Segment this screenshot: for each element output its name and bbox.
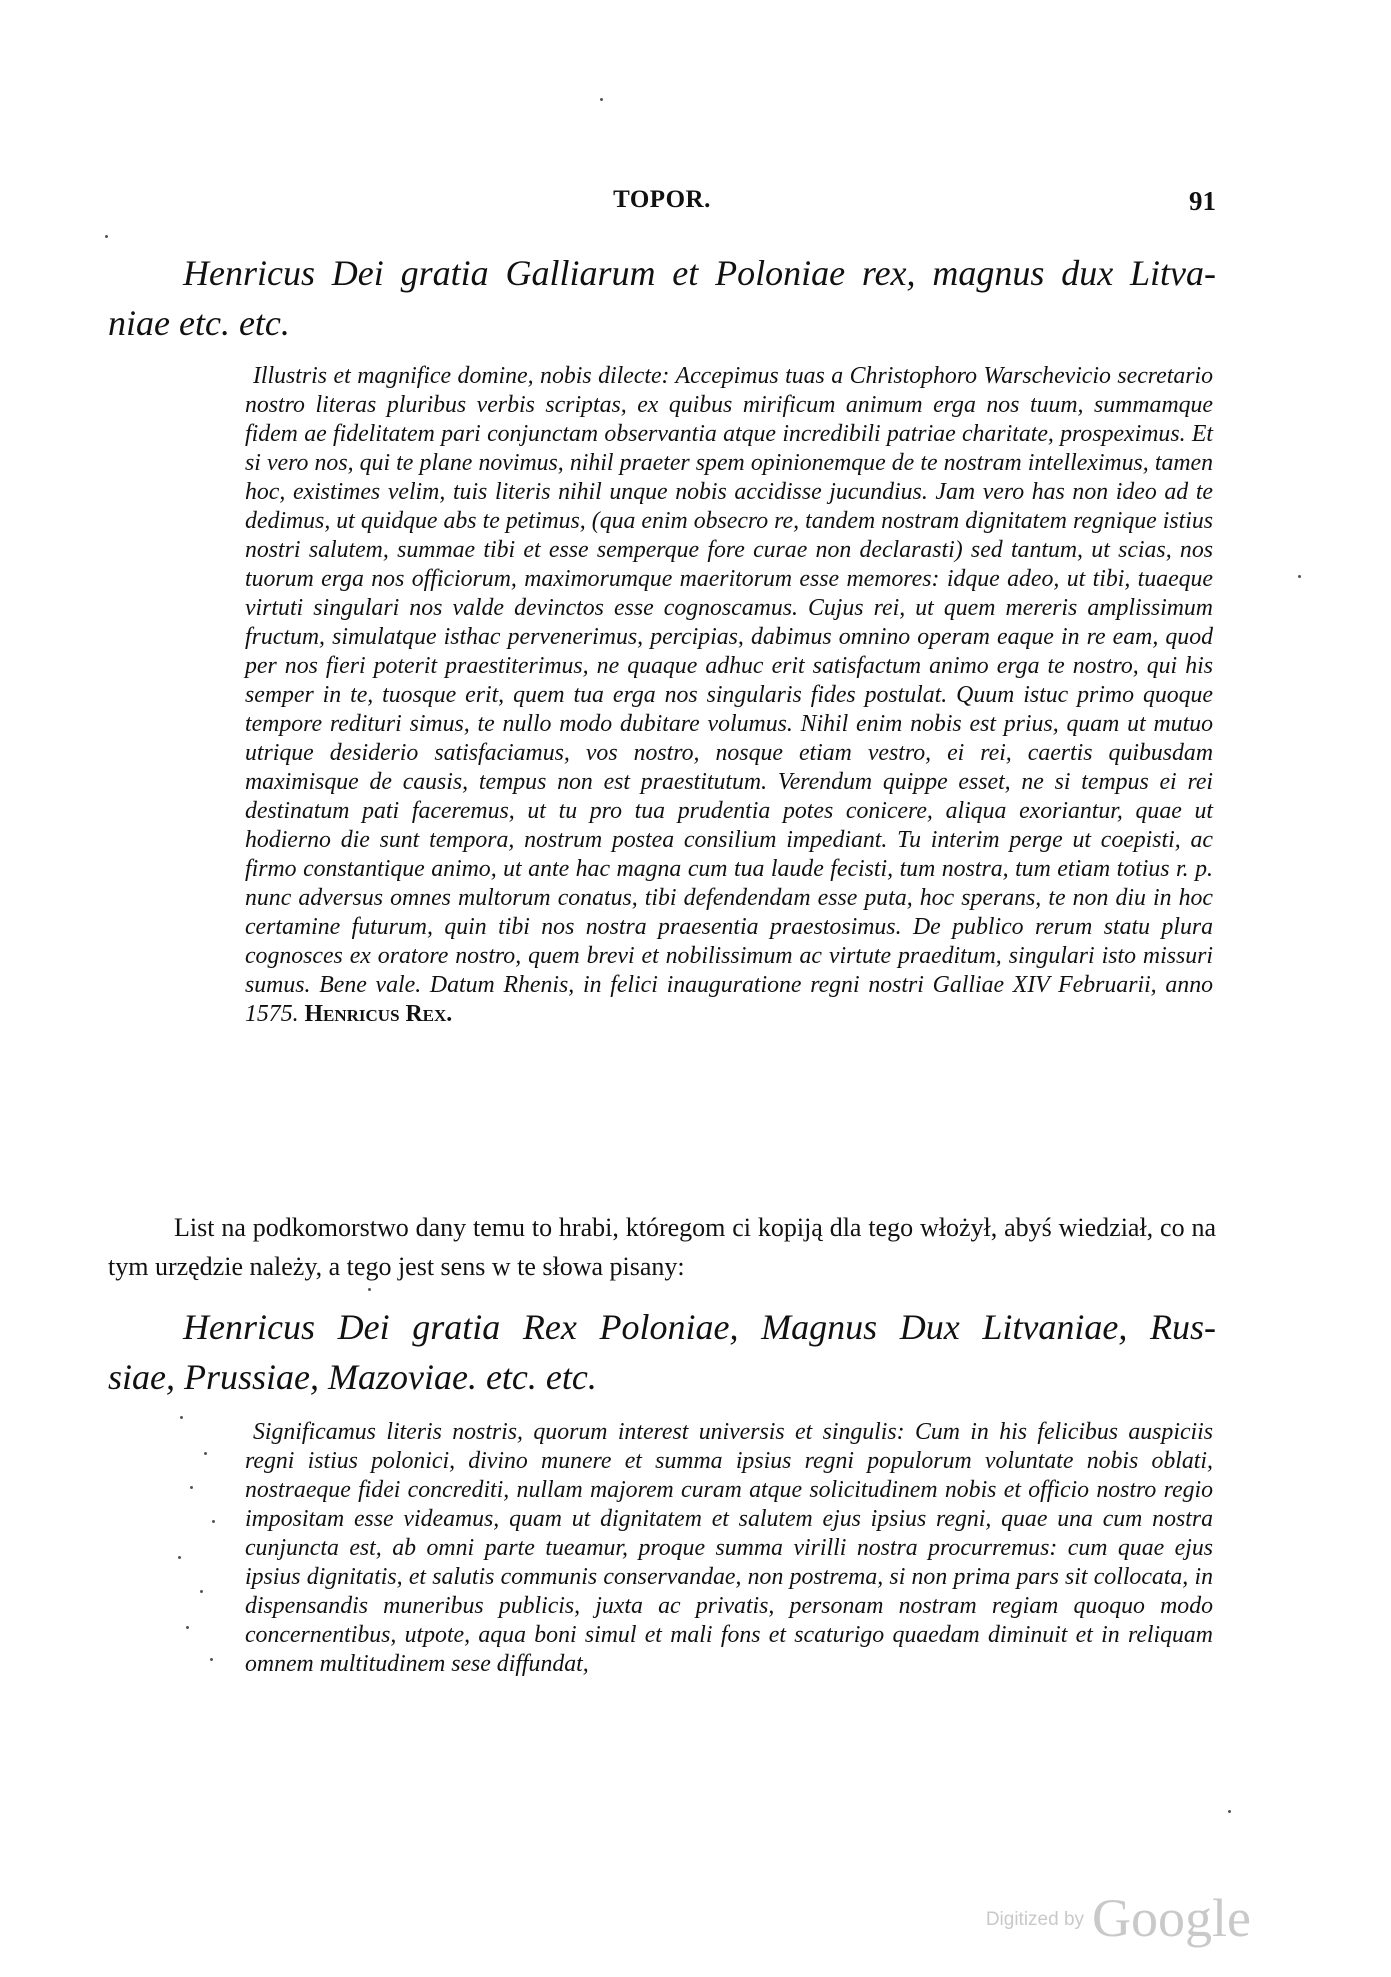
ink-speck <box>204 1452 207 1455</box>
running-head <box>108 186 1216 222</box>
heading-line-2: niae etc. etc. <box>108 303 290 343</box>
margin-bleed-marks <box>160 1408 250 1668</box>
ink-speck <box>178 1556 181 1559</box>
digitized-by-label: Digitized by <box>985 1909 1085 1930</box>
page-number: 91 <box>1189 186 1216 216</box>
letter-signature: Henricus Rex. <box>304 1001 453 1027</box>
ink-speck <box>180 1416 183 1419</box>
google-watermark <box>985 1875 1251 1948</box>
ink-speck <box>105 235 108 238</box>
ink-speck <box>600 98 603 101</box>
letter-heading-henricus-galliarum <box>108 248 1216 348</box>
letter-text: Illustris et magnifice domine, nobis dilecte: Accepimus tuas a Christophoro Warschevicio secretario nostro literas pluribus verbis scriptas, ex quibus mirificum animum erga nos tuum, summamque fidem ae fidelitatem pari conjunctam observantia atque incredibili patriae charitate, prospeximus. Et si vero nos, qui te plane novimus, nihil praeter spem opinionemque de te nostram intelleximus, tamen hoc, existimes velim, tuis literis nihil unque nobis accidisse jucundius. Jam vero has non ideo ad te dedimus, ut quidque abs te petimus, (qua enim obsecro re, tandem nostram dignitatem regnique istius nostri salutem, summae tibi et esse semperque fore curae non declarasti) sed tantum, ut scias, nos tuorum erga nos officiorum, maximorumque maeritorum esse memores: idque adeo, ut tibi, tuaeque virtuti singulari nos valde devinctos esse cognoscamus. Cujus rei, ut quem mereris amplissimum fructum, simulatque isthac pervenerimus, percipias, dabimus omnino operam eaque in re eam, quod per nos fieri poterit praestiterimus, ne quaque adhuc erit satisfactum animo erga te nostro, qui his semper in te, tuosque erit, quem tua erga nos singularis fides postulat. Quum istuc primo quoque tempore redituri simus, te nullo modo dubitare volumus. Nihil enim nobis est prius, quam ut mutuo utrique desiderio satisfaciamus, vos nostro, nosque etiam vestro, ei rei, caertis quibusdam maximisque de causis, tempus non est praestitutum. Verendum quippe esset, ne si tempus ei rei destinatum pati faceremus, ut tu pro tua prudentia potes conicere, aliqua exoriantur, quae ut hodierno die sunt tempora, nostrum postea consilium impediant. Tu interim perge ut coepisti, ac firmo constantique animo, ut ante hac magna cum tua laude fecisti, tum nostra, tum etiam totius r. p. nunc adversus omnes multorum conatus, tibi defendendam esse puta, hoc sperans, te non diu in hoc certamine futurum, quin tibi nos nostra praesentia praestosimus. De publico rerum statu plura cognosces ex oratore nostro, quem brevi et nobilissimum ac virtute praeditum, singulari isto missuri sumus. Bene vale. Datum Rhenis, in felici inauguratione regni nostri Galliae XIV Februarii, anno 1575. <box>245 363 1213 1027</box>
ink-speck <box>1298 575 1301 578</box>
ink-speck <box>210 1658 213 1661</box>
running-title: TOPOR. <box>613 186 711 213</box>
ink-speck <box>368 1288 371 1291</box>
ink-speck <box>1228 1810 1231 1813</box>
letter-body-1 <box>245 362 1213 1029</box>
ink-speck <box>186 1626 189 1629</box>
letter-paragraph <box>245 362 1213 1029</box>
heading-line-1: Henricus Dei gratia Galliarum et Poloniae rex, magnus dux Litva- <box>183 253 1216 293</box>
letter-paragraph: Significamus literis nostris, quorum interest universis et singulis: Cum in his felicibus auspiciis regni istius polonici, divino munere et summa ipsius regni populorum voluntate nobis oblati, nostraeque fidei concrediti, nullam majorem curam atque solicitudinem nobis et officio nostro regio impositam esse videamus, quam ut dignitatem et salutem ejus ipsius regni, quae una cum nostra cunjuncta est, ab omni parte tueamur, proque summa virilli nostra procurremus: cum quae ejus ipsius dignitatis, et salutis communis conservandae, non postrema, si non prima pars sit collocata, in dispensandis muneribus publicis, juxta ac privatis, personam nostram regiam quoquo modo concernentibus, utpote, aqua boni simul et mali fons et scaturigo quaedam diminuit et in reliquam omnem multitudinem sese diffundat, <box>245 1419 1213 1677</box>
ink-speck <box>190 1486 193 1489</box>
letter-body-2 <box>245 1418 1213 1679</box>
letter-heading-henricus-poloniae <box>108 1302 1216 1402</box>
ink-speck <box>200 1590 203 1593</box>
heading-line-1: Henricus Dei gratia Rex Poloniae, Magnus Dux Litvaniae, Rus- <box>183 1307 1216 1347</box>
ink-speck <box>212 1520 215 1523</box>
polish-paragraph-text: List na podkomorstwo dany temu to hrabi, któregom ci kopiją dla tego włożył, abyś wiedział, co na tym urzędzie należy, a tego jest sens w te słowa pisany: <box>108 1213 1216 1281</box>
polish-paragraph <box>108 1208 1216 1286</box>
heading-line-2: siae, Prussiae, Mazoviae. etc. etc. <box>108 1357 597 1397</box>
google-logo: Google <box>1092 1888 1251 1948</box>
